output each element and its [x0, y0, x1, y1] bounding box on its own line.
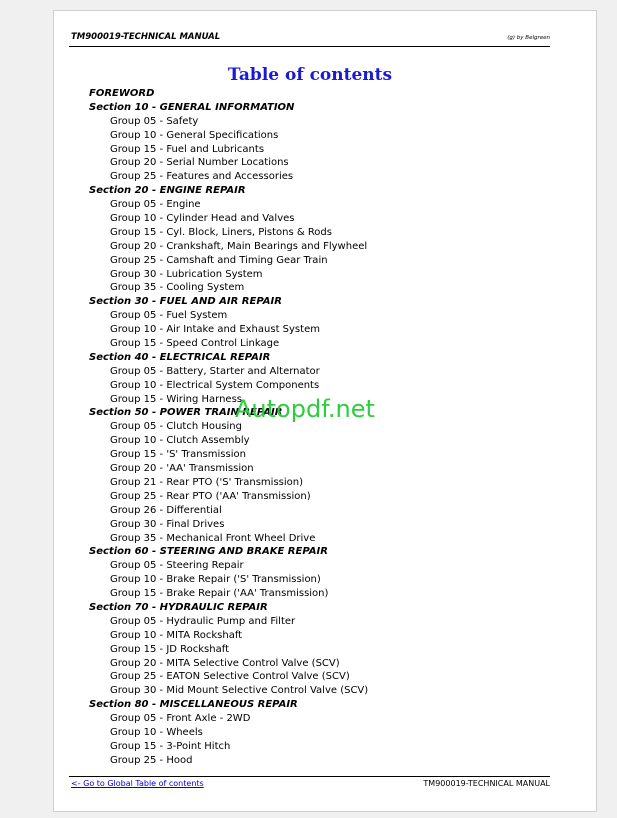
toc-heading: Table of contents [227, 65, 393, 85]
watermark: Autopdf.net [235, 395, 375, 423]
toc-group-link[interactable]: Group 20 - MITA Selective Control Valve (SCV) [110, 657, 340, 669]
toc-section-link[interactable]: FOREWORD [89, 88, 155, 99]
toc-section-link[interactable]: Section 40 - ELECTRICAL REPAIR [89, 351, 271, 363]
toc-section-link[interactable]: Section 60 - STEERING AND BRAKE REPAIR [89, 546, 328, 558]
toc-group-link[interactable]: Group 15 - 'S' Transmission [110, 449, 246, 461]
toc-group-link[interactable]: Group 25 - Features and Accessories [110, 171, 294, 183]
toc-section-link[interactable]: Section 30 - FUEL AND AIR REPAIR [89, 296, 282, 308]
toc-group-link[interactable]: Group 20 - Crankshaft, Main Bearings and Flywheel [110, 240, 368, 252]
toc-group-link[interactable]: Group 26 - Differential [110, 504, 222, 516]
footer-title: TM900019-TECHNICAL MANUAL [423, 779, 550, 788]
toc-group-link[interactable]: Group 15 - JD Rockshaft [110, 643, 229, 655]
toc-group-link[interactable]: Group 10 - MITA Rockshaft [110, 629, 243, 641]
document-page [53, 10, 597, 812]
header-title: TM900019-TECHNICAL MANUAL [71, 32, 221, 42]
global-toc-link[interactable]: <- Go to Global Table of contents [71, 779, 204, 788]
toc-group-link[interactable]: Group 35 - Cooling System [110, 282, 245, 294]
toc-group-link[interactable]: Group 05 - Fuel System [110, 310, 228, 322]
toc-list [89, 87, 368, 768]
toc-group-link[interactable]: Group 20 - 'AA' Transmission [110, 463, 254, 475]
toc-group-link[interactable]: Group 10 - Cylinder Head and Valves [110, 213, 295, 225]
toc-group-link[interactable]: Group 21 - Rear PTO ('S' Transmission) [110, 476, 303, 488]
toc-group-link[interactable]: Group 25 - Rear PTO ('AA' Transmission) [110, 490, 311, 502]
toc-group-link[interactable]: Group 15 - Cyl. Block, Liners, Pistons & Rods [110, 226, 332, 238]
header-credit: (g) by Belgreen [507, 35, 550, 41]
toc-group-link[interactable]: Group 10 - Clutch Assembly [110, 435, 250, 447]
toc-group-link[interactable]: Group 05 - Engine [110, 199, 201, 211]
toc-group-link[interactable]: Group 15 - Wiring Harness [110, 393, 243, 405]
toc-group-link[interactable]: Group 25 - Camshaft and Timing Gear Train [110, 254, 328, 266]
toc-group-link[interactable]: Group 15 - Speed Control Linkage [110, 338, 280, 350]
toc-section-link[interactable]: Section 10 - GENERAL INFORMATION [89, 101, 295, 113]
toc-group-link[interactable]: Group 10 - Wheels [110, 726, 203, 738]
toc-group-link[interactable]: Group 30 - Final Drives [110, 518, 225, 530]
toc-group-link[interactable]: Group 15 - Fuel and Lubricants [110, 143, 265, 155]
toc-group-link[interactable]: Group 25 - Hood [110, 754, 193, 766]
toc-group-link[interactable]: Group 10 - Air Intake and Exhaust System [110, 324, 320, 336]
toc-group-link[interactable]: Group 10 - Electrical System Components [110, 379, 320, 391]
header-divider [69, 46, 550, 47]
toc-group-link[interactable]: Group 05 - Steering Repair [110, 560, 244, 572]
toc-group-link[interactable]: Group 05 - Front Axle - 2WD [110, 713, 251, 725]
toc-section-link[interactable]: Section 80 - MISCELLANEOUS REPAIR [89, 699, 298, 711]
toc-group-link[interactable]: Group 05 - Battery, Starter and Alternator [110, 365, 320, 377]
toc-group-link[interactable]: Group 05 - Hydraulic Pump and Filter [110, 615, 296, 627]
toc-group-link[interactable]: Group 10 - General Specifications [110, 129, 279, 141]
toc-section-link[interactable]: Section 70 - HYDRAULIC REPAIR [89, 601, 268, 613]
toc-group-link[interactable]: Group 15 - Brake Repair ('AA' Transmission) [110, 588, 329, 600]
toc-group-link[interactable]: Group 30 - Lubrication System [110, 268, 263, 280]
toc-group-link[interactable]: Group 20 - Serial Number Locations [110, 157, 289, 169]
footer-divider [69, 776, 550, 777]
toc-group-link[interactable]: Group 15 - 3-Point Hitch [110, 740, 231, 752]
toc-group-link[interactable]: Group 25 - EATON Selective Control Valve (SCV) [110, 671, 350, 683]
toc-group-link[interactable]: Group 35 - Mechanical Front Wheel Drive [110, 532, 316, 544]
toc-group-link[interactable]: Group 05 - Safety [110, 115, 199, 127]
toc-section-link[interactable]: Section 20 - ENGINE REPAIR [89, 185, 246, 197]
toc-section-link[interactable]: Section 50 - POWER TRAIN REPAIR [89, 407, 283, 419]
toc-group-link[interactable]: Group 10 - Brake Repair ('S' Transmission) [110, 574, 321, 586]
toc-group-link[interactable]: Group 05 - Clutch Housing [110, 421, 242, 433]
toc-group-link[interactable]: Group 30 - Mid Mount Selective Control Valve (SCV) [110, 685, 369, 697]
